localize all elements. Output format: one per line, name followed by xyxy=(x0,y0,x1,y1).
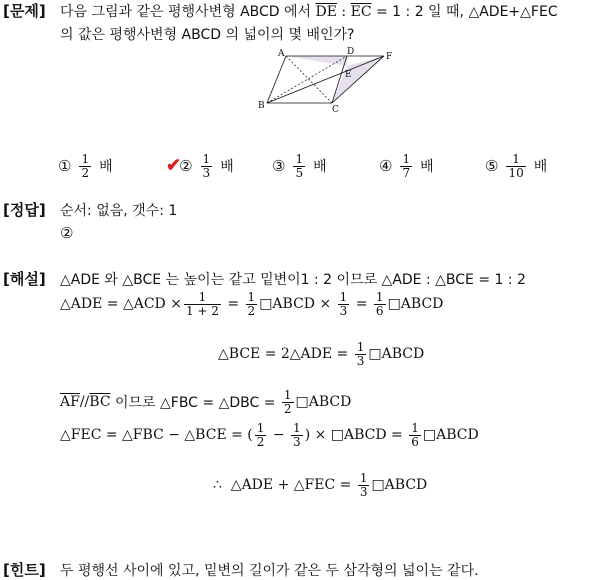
option-1-num: 1 xyxy=(81,151,90,166)
selected-check-icon: ✔ xyxy=(166,154,182,176)
s6-den: 3 xyxy=(359,484,368,499)
s5-frac-1 xyxy=(255,422,267,449)
solution-line-2 xyxy=(60,286,443,322)
option-3-fraction xyxy=(293,153,305,180)
solution-line-6 xyxy=(213,467,427,503)
s5-f3-num: 1 xyxy=(411,420,419,435)
option-3-unit: 배 xyxy=(313,159,327,175)
s6-text-b: □ABCD xyxy=(371,477,428,493)
s4-den: 2 xyxy=(283,401,292,416)
s5-f2-den: 3 xyxy=(293,434,301,449)
s5-frac-3 xyxy=(409,422,421,449)
s5-f1-num: 1 xyxy=(256,420,265,435)
solution-label: [해설] xyxy=(3,270,46,288)
option-2-den: 3 xyxy=(202,165,211,180)
s6-text-a: ∴ △ADE + △FEC = xyxy=(213,477,356,493)
option-2-unit: 배 xyxy=(220,159,234,175)
s5-text-b: − xyxy=(268,427,290,443)
s2-f3-den: 3 xyxy=(339,303,348,318)
option-3-num: 1 xyxy=(295,151,304,166)
s5-f1-den: 2 xyxy=(256,434,265,449)
s5-text-d: □ABCD xyxy=(422,427,479,443)
label-f: F xyxy=(386,52,393,62)
problem-text-a: 다음 그림과 같은 평행사변형 ABCD 에서 xyxy=(60,4,316,20)
triangle-ade-shade xyxy=(286,56,347,66)
problem-label: [문제] xyxy=(3,2,46,20)
problem-text-b: = 1 : 2 일 때, △ADE+△FEC xyxy=(371,4,558,20)
solution-line-4 xyxy=(60,384,351,420)
s2-text-c: □ABCD × xyxy=(259,296,336,312)
option-4[interactable] xyxy=(379,148,434,184)
s2-text-a: △ADE = △ACD × xyxy=(60,296,182,312)
label-a: A xyxy=(278,49,285,59)
ratio-colon: : xyxy=(336,4,351,20)
problem-line-2: 의 값은 평행사변형 ABCD 의 넓이의 몇 배인가? xyxy=(60,27,355,43)
s6-num: 1 xyxy=(359,470,368,485)
parallel-symbol: // xyxy=(79,394,90,410)
option-2-fraction xyxy=(201,153,213,180)
solution-line-3 xyxy=(218,336,424,372)
option-5-unit: 배 xyxy=(533,159,548,175)
s2-f4-num: 1 xyxy=(375,289,384,304)
s2-text-b: = xyxy=(222,296,244,312)
parallelogram-figure xyxy=(250,44,400,114)
option-4-marker: ④ xyxy=(379,157,393,175)
s5-text-c: ) × □ABCD = xyxy=(304,427,408,443)
s2-frac-3 xyxy=(338,291,350,318)
option-2-marker: ② xyxy=(179,157,193,175)
option-1-unit: 배 xyxy=(99,159,113,175)
s2-text-e: □ABCD xyxy=(387,296,444,312)
segment-af: $\overline{AF}$ xyxy=(60,394,80,410)
segment-de: $\overline{DE}$ xyxy=(315,4,337,20)
option-5-fraction xyxy=(506,153,525,180)
problem-line-1 xyxy=(60,1,558,21)
s6-frac xyxy=(358,472,370,499)
s2-f2-den: 2 xyxy=(247,303,256,318)
s5-f3-den: 6 xyxy=(411,434,419,449)
option-4-num: 1 xyxy=(402,151,411,166)
option-3[interactable] xyxy=(272,148,327,184)
s2-f1-num: 1 xyxy=(184,291,221,305)
s4-text-b: □ABCD xyxy=(295,394,352,410)
segment-ec: $\overline{EC}$ xyxy=(350,4,372,20)
s4-text-a: 이므로 △FBC = △DBC = xyxy=(110,395,280,411)
option-1-den: 2 xyxy=(81,165,90,180)
s4-num: 1 xyxy=(283,387,292,402)
s3-num: 1 xyxy=(356,339,365,354)
s2-frac-1 xyxy=(184,291,221,318)
line-ab xyxy=(267,56,286,103)
option-4-den: 7 xyxy=(402,165,411,180)
label-c: C xyxy=(332,105,339,114)
option-3-den: 5 xyxy=(295,165,304,180)
solution-line-1: △ADE 와 △BCE 는 높이는 같고 밑변이1 : 2 이므로 △ADE : △BCE = 1 : 2 xyxy=(60,272,526,288)
s2-f2-num: 1 xyxy=(247,289,256,304)
s5-f2-num: 1 xyxy=(293,420,301,435)
answer-label: [정답] xyxy=(3,201,46,219)
option-5-den: 10 xyxy=(508,165,524,180)
option-2-num: 1 xyxy=(202,151,211,166)
s2-f1-den: 1 + 2 xyxy=(185,303,219,318)
s5-frac-2 xyxy=(291,422,303,449)
segment-bc: $\overline{BC}$ xyxy=(89,394,111,410)
s3-den: 3 xyxy=(356,353,365,368)
s2-f4-den: 6 xyxy=(375,303,384,318)
s2-frac-2 xyxy=(246,291,258,318)
option-4-fraction xyxy=(400,153,412,180)
label-b: B xyxy=(258,101,265,111)
s2-text-d: = xyxy=(351,296,372,312)
option-1[interactable] xyxy=(58,148,113,184)
s3-text-b: □ABCD xyxy=(368,346,425,362)
s3-text-a: △BCE = 2△ADE = xyxy=(218,346,353,362)
s4-frac xyxy=(282,389,294,416)
option-1-marker: ① xyxy=(58,157,72,175)
s2-f3-num: 1 xyxy=(339,289,348,304)
answer-value: ② xyxy=(60,224,74,242)
option-5-num: 1 xyxy=(506,153,525,167)
option-3-marker: ③ xyxy=(272,157,286,175)
option-5-marker: ⑤ xyxy=(485,157,499,175)
option-2[interactable] xyxy=(166,148,234,184)
hint-label: [힌트] xyxy=(3,561,46,579)
s2-frac-4 xyxy=(374,291,386,318)
hint-text: 두 평행선 사이에 있고, 밑변의 길이가 같은 두 삼각형의 넓이는 같다. xyxy=(60,563,479,579)
option-1-fraction xyxy=(79,153,91,180)
solution-line-5 xyxy=(60,417,479,453)
option-5[interactable] xyxy=(485,148,547,184)
label-e: E xyxy=(345,70,352,80)
label-d: D xyxy=(347,47,355,57)
answer-meta: 순서: 없음, 갯수: 1 xyxy=(60,203,178,219)
s5-text-a: △FEC = △FBC − △BCE = ( xyxy=(60,427,253,443)
option-4-unit: 배 xyxy=(420,159,434,175)
s3-frac xyxy=(355,341,367,368)
